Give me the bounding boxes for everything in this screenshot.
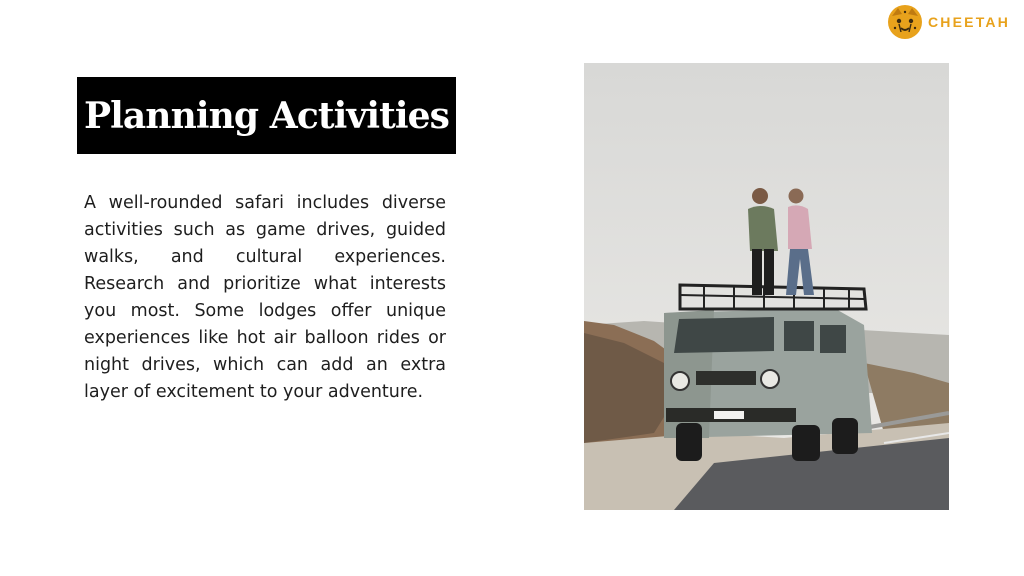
cheetah-head-icon bbox=[884, 2, 926, 42]
page-title: Planning Activities bbox=[83, 94, 450, 137]
title-banner bbox=[77, 77, 456, 154]
brand-name: CHEETAH bbox=[928, 14, 1011, 30]
photo-illustration bbox=[584, 63, 949, 510]
body-paragraph: A well-rounded safari includes diverse activities such as game drives, guided walks, and cultural experiences. Research and prioritize what interests you most. Some lodges offer unique experiences like hot air balloon rides or night drives, which can add an extra layer of excitement to your adventure. bbox=[84, 193, 446, 402]
brand-logo bbox=[884, 2, 1010, 42]
safari-van-photo bbox=[584, 63, 949, 510]
